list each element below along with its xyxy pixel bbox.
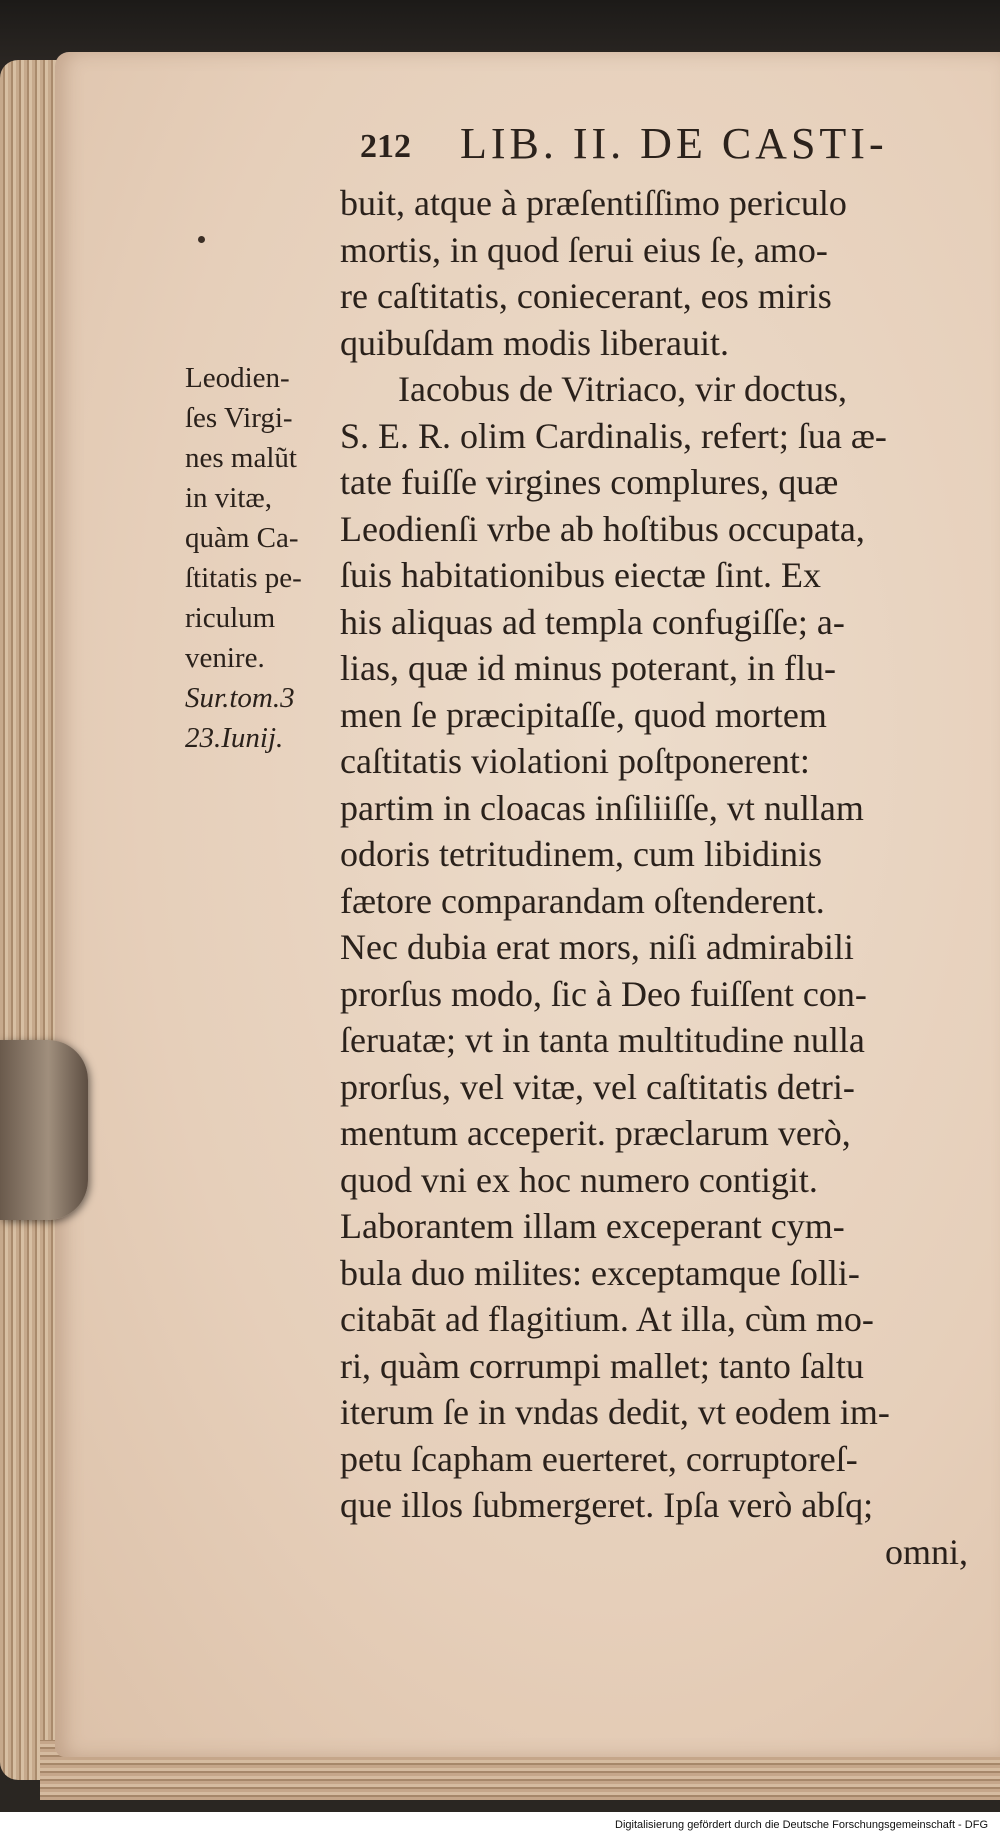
text-line: Leodienſi vrbe ab hoſtibus occupata, — [340, 508, 865, 549]
margin-line: venire. — [185, 642, 265, 674]
text-line: quibuſdam modis liberauit. — [340, 322, 729, 363]
margin-line: in vitæ, — [185, 482, 273, 514]
margin-dot — [198, 236, 205, 243]
text-line: caſtitatis violationi poſtponerent: — [340, 741, 810, 781]
running-head: LIB. II. DE CASTI- — [460, 119, 888, 168]
text-line: re caſtitatis, coniecerant, eos miris — [340, 276, 832, 316]
text-line: prorſus modo, ſic à Deo fuiſſent con- — [340, 973, 867, 1014]
text-line: ri, quàm corrumpi mallet; tanto ſaltu — [340, 1345, 864, 1386]
text-line: mortis, in quod ſerui eius ſe, amo- — [340, 229, 828, 270]
margin-citation: Sur.tom.3 — [185, 682, 295, 714]
text-line: iterum ſe in vndas dedit, vt eodem im- — [340, 1392, 890, 1432]
text-line: Nec dubia erat mors, niſi admirabili — [340, 927, 854, 967]
margin-line: Leodien- — [185, 362, 290, 394]
margin-note — [185, 358, 345, 758]
body-text — [340, 180, 980, 1575]
text-line: Iacobus de Vitriaco, vir doctus, — [398, 369, 848, 409]
text-line: fætore comparandam oſtenderent. — [340, 880, 825, 921]
text-line: his aliquas ad templa confugiſſe; a- — [340, 601, 845, 642]
margin-line: ſtitatis pe- — [185, 562, 302, 594]
catchword: omni, — [884, 1531, 968, 1572]
text-line: quod vni ex hoc numero contigit. — [340, 1159, 818, 1200]
footer-credit: Digitalisierung gefördert durch die Deutsche Forschungsgemeinschaft - DFG — [615, 1819, 988, 1831]
text-line: odoris tetritudinem, cum libidinis — [340, 834, 822, 874]
text-line: men ſe præcipitaſſe, quod mortem — [340, 694, 827, 735]
text-line: bula duo milites: exceptamque ſolli- — [340, 1252, 860, 1293]
text-line: buit, atque à præſentiſſimo periculo — [340, 183, 847, 223]
text-line: tate fuiſſe virgines complures, quæ — [340, 462, 839, 502]
text-line: ſeruatæ; vt in tanta multitudine nulla — [340, 1020, 865, 1060]
text-line: petu ſcapham euerteret, corruptoreſ- — [340, 1438, 858, 1479]
text-line: ſuis habitationibus eiectæ ſint. Ex — [340, 555, 821, 595]
margin-citation: 23.Iunij. — [185, 722, 284, 754]
text-line: Laborantem illam exceperant cym- — [340, 1206, 845, 1246]
margin-line: ſes Virgi- — [185, 402, 293, 434]
page-number: 212 — [360, 128, 411, 165]
text-line: partim in cloacas inſiliiſſe, vt nullam — [340, 787, 864, 828]
page-header — [360, 118, 980, 178]
text-line: lias, quæ id minus poterant, in flu- — [340, 648, 836, 688]
text-line: que illos ſubmergeret. Ipſa verò abſq; — [340, 1485, 874, 1525]
digitization-footer — [0, 1812, 1000, 1841]
text-line: citabāt ad flagitium. At illa, cùm mo- — [340, 1299, 874, 1339]
text-line: mentum acceperit. præclarum verò, — [340, 1113, 851, 1153]
text-line: S. E. R. olim Cardinalis, refert; ſua æ- — [340, 415, 887, 456]
margin-line: quàm Ca- — [185, 522, 299, 554]
margin-line: riculum — [185, 602, 276, 634]
book-clasp — [0, 1040, 88, 1220]
margin-line: nes malũt — [185, 442, 297, 474]
text-line: prorſus, vel vitæ, vel caſtitatis detri- — [340, 1066, 855, 1107]
